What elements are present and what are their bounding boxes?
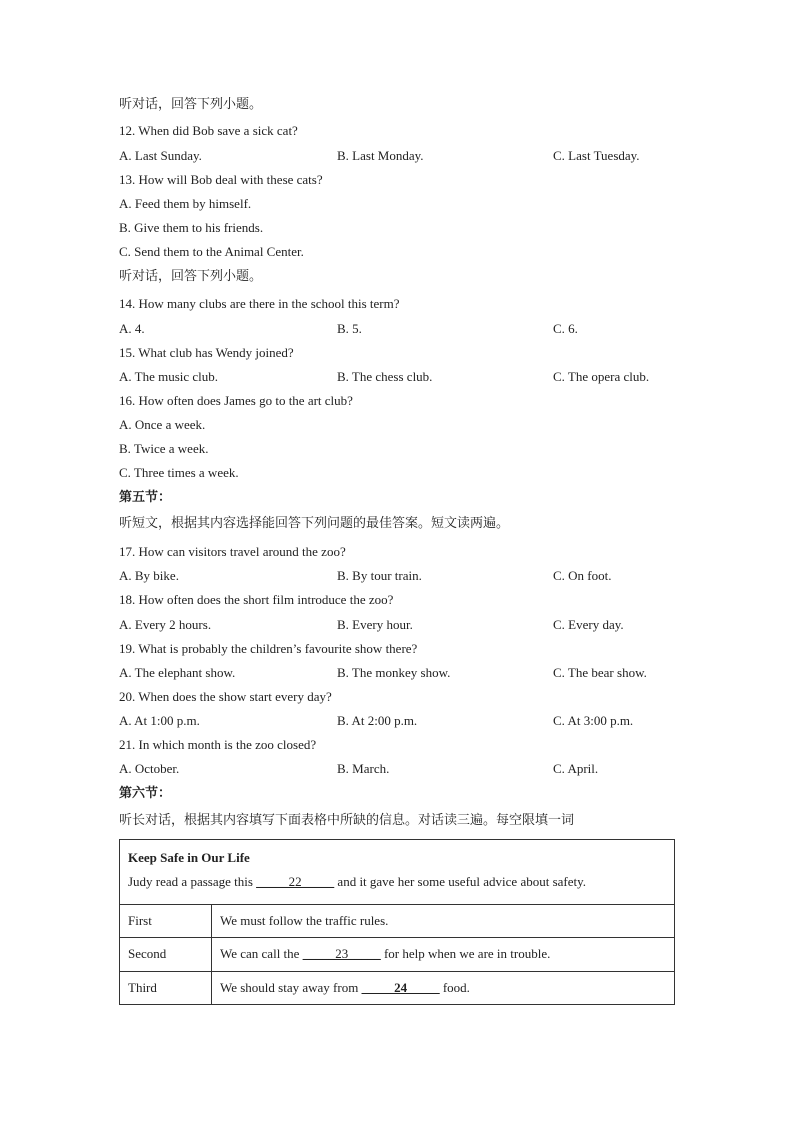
table-row: [120, 905, 675, 938]
q16-option-c: C. Three times a week.: [119, 465, 239, 480]
q19-option-c: C. The bear show.: [553, 665, 647, 680]
q21-option-b: B. March.: [337, 761, 390, 776]
table-intro: Judy read a passage this _____22_____ and it gave her some useful advice about safety.: [128, 874, 587, 889]
row-label-second: Second: [120, 938, 212, 971]
q15-option-b: B. The chess club.: [337, 369, 433, 384]
blank-22[interactable]: _____22_____: [256, 874, 335, 889]
q13-option-c: C. Send them to the Animal Center.: [119, 244, 304, 259]
q21-option-c: C. April.: [553, 761, 599, 776]
question-17: 17. How can visitors travel around the zoo?: [119, 544, 346, 559]
q20-option-c: C. At 3:00 p.m.: [553, 713, 634, 728]
row-content-third: We should stay away from _____24_____ food.: [212, 971, 675, 1004]
question-12: 12. When did Bob save a sick cat?: [119, 123, 298, 138]
fill-in-table: [119, 839, 675, 1005]
question-20: 20. When does the show start every day?: [119, 689, 332, 704]
question-21: 21. In which month is the zoo closed?: [119, 737, 317, 752]
table-row: [120, 938, 675, 971]
row-content-second: We can call the _____23_____ for help when we are in trouble.: [212, 938, 675, 971]
question-16: 16. How often does James go to the art club?: [119, 393, 353, 408]
q15-option-c: C. The opera club.: [553, 369, 650, 384]
table-header-cell: [120, 840, 675, 905]
q19-option-b: B. The monkey show.: [337, 665, 451, 680]
listening-instruction-1: 听对话，回答下列小题。: [119, 97, 263, 112]
question-18: 18. How often does the short film introduce the zoo?: [119, 592, 394, 607]
q13-option-b: B. Give them to his friends.: [119, 220, 264, 235]
q18-option-a: A. Every 2 hours.: [119, 617, 212, 632]
q14-option-c: C. 6.: [553, 321, 578, 336]
blank-24[interactable]: _____24_____: [361, 979, 440, 995]
row-label-first: First: [120, 905, 212, 938]
q17-option-b: B. By tour train.: [337, 568, 422, 583]
blank-23[interactable]: _____23_____: [302, 946, 381, 962]
q12-option-a: A. Last Sunday.: [119, 148, 202, 163]
q16-option-a: A. Once a week.: [119, 417, 206, 432]
section-5-title: 第五节：: [119, 490, 172, 505]
q12-option-c: C. Last Tuesday.: [553, 148, 640, 163]
row-content-first: We must follow the traffic rules.: [212, 905, 675, 938]
section-6-title: 第六节：: [119, 786, 172, 801]
q20-option-b: B. At 2:00 p.m.: [337, 713, 418, 728]
question-14: 14. How many clubs are there in the school this term?: [119, 296, 400, 311]
q16-option-b: B. Twice a week.: [119, 441, 209, 456]
q18-option-c: C. Every day.: [553, 617, 624, 632]
section-5-instruction: 听短文，根据其内容选择能回答下列问题的最佳答案。短文读两遍。: [119, 516, 510, 531]
q13-option-a: A. Feed them by himself.: [119, 196, 252, 211]
table-row: [120, 971, 675, 1004]
q12-option-b: B. Last Monday.: [337, 148, 424, 163]
q19-option-a: A. The elephant show.: [119, 665, 236, 680]
q20-option-a: A. At 1:00 p.m.: [119, 713, 200, 728]
table-title: Keep Safe in Our Life: [128, 850, 250, 865]
q14-option-b: B. 5.: [337, 321, 362, 336]
question-19: 19. What is probably the children’s favourite show there?: [119, 641, 418, 656]
listening-instruction-2: 听对话，回答下列小题。: [119, 269, 263, 284]
q17-option-c: C. On foot.: [553, 568, 612, 583]
q21-option-a: A. October.: [119, 761, 180, 776]
row-label-third: Third: [120, 971, 212, 1004]
q14-option-a: A. 4.: [119, 321, 145, 336]
question-15: 15. What club has Wendy joined?: [119, 345, 294, 360]
question-13: 13. How will Bob deal with these cats?: [119, 172, 323, 187]
q15-option-a: A. The music club.: [119, 369, 219, 384]
section-6-instruction: 听长对话，根据其内容填写下面表格中所缺的信息。对话读三遍。每空限填一词: [119, 813, 575, 828]
q18-option-b: B. Every hour.: [337, 617, 413, 632]
q17-option-a: A. By bike.: [119, 568, 179, 583]
